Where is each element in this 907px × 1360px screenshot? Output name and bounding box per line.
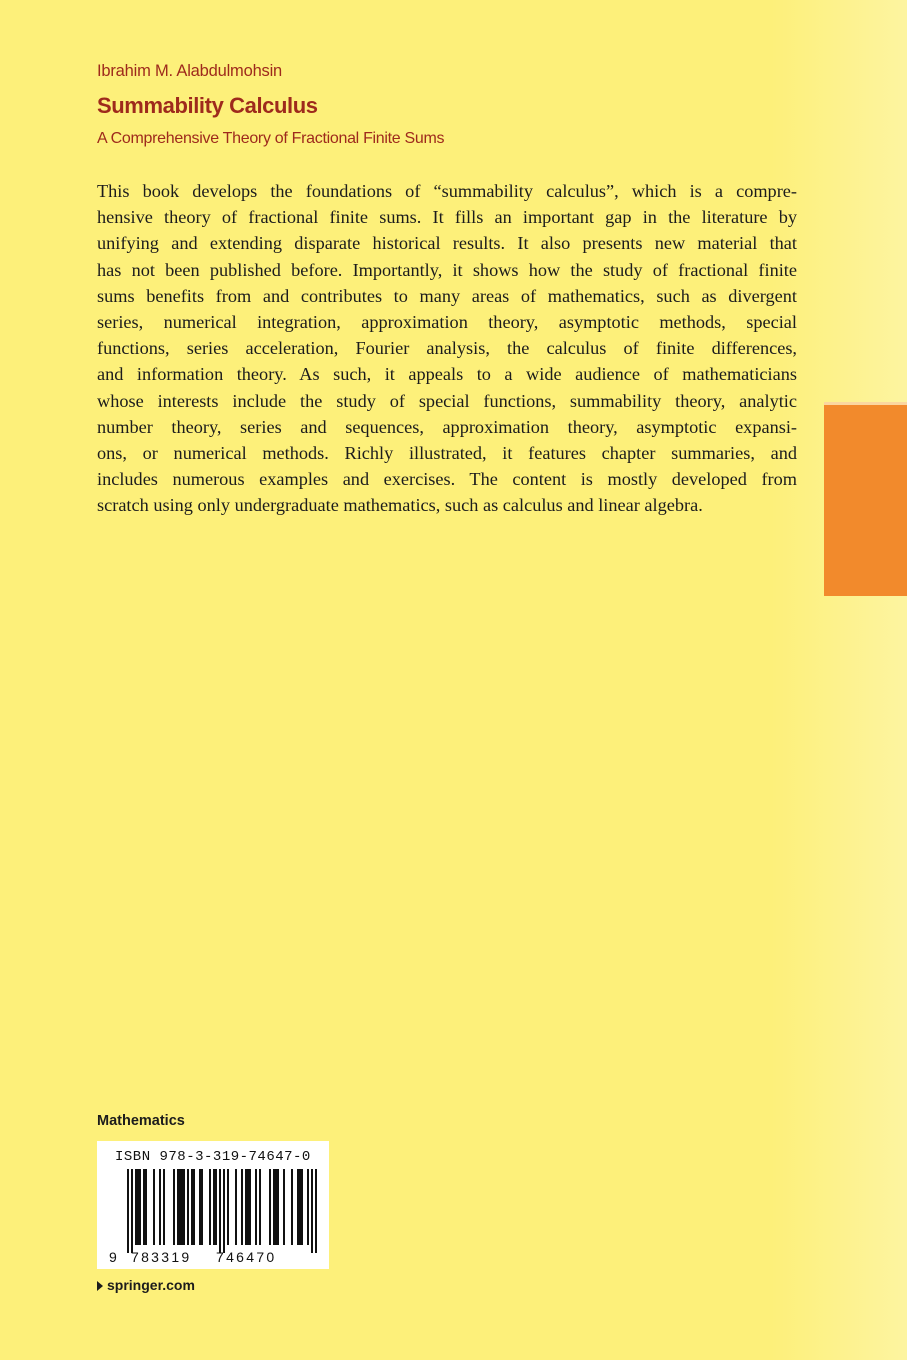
barcode-digit-first: 9 <box>109 1249 117 1265</box>
barcode-bar <box>193 1169 195 1245</box>
barcode-bar <box>145 1169 147 1245</box>
publisher-link-text: springer.com <box>107 1277 195 1293</box>
barcode-bar <box>275 1169 277 1245</box>
barcode-bar <box>277 1169 279 1245</box>
barcode-bars <box>97 1169 329 1253</box>
description-line: functions, series acceleration, Fourier analysis, the calculus of finite differences, <box>97 338 797 359</box>
barcode-bar <box>163 1169 165 1245</box>
barcode-bar <box>191 1169 193 1245</box>
publisher-link[interactable] <box>97 1277 195 1293</box>
description-line: and information theory. As such, it appeals to a wide audience of mathematicians <box>97 364 797 385</box>
barcode-bar <box>223 1169 225 1253</box>
arrow-right-icon <box>97 1281 103 1291</box>
barcode-bar <box>235 1169 237 1245</box>
barcode-bar <box>283 1169 285 1245</box>
barcode-bar <box>209 1169 211 1245</box>
book-subtitle: A Comprehensive Theory of Fractional Finite Sums <box>97 130 445 147</box>
book-title: Summability Calculus <box>97 93 318 118</box>
barcode-bar <box>213 1169 215 1245</box>
isbn-label: ISBN 978-3-319-74647-0 <box>115 1149 311 1165</box>
book-description <box>97 178 797 519</box>
barcode-bar <box>301 1169 303 1245</box>
description-line: has not been published before. Importantly, it shows how the study of fractional finite <box>97 259 797 280</box>
description-line: This book develops the foundations of “summability calculus”, which is a compre- <box>97 181 797 201</box>
barcode-bar <box>143 1169 145 1245</box>
barcode-bar <box>259 1169 261 1245</box>
barcode-digits-left: 783319 <box>131 1249 192 1265</box>
barcode-bar <box>177 1169 179 1245</box>
barcode-bar <box>173 1169 175 1245</box>
description-line: hensive theory of fractional finite sums. It fills an important gap in the literature by <box>97 207 797 228</box>
isbn-barcode <box>97 1141 329 1269</box>
barcode-bar <box>153 1169 155 1245</box>
description-line: unifying and extending disparate historical results. It also presents new material that <box>97 233 797 254</box>
barcode-bar <box>135 1169 137 1245</box>
barcode-bar <box>137 1169 139 1245</box>
description-line: includes numerous examples and exercises. The content is mostly developed from <box>97 469 797 490</box>
barcode-bar <box>297 1169 299 1245</box>
barcode-bar <box>227 1169 229 1245</box>
barcode-bar <box>127 1169 129 1253</box>
author-name: Ibrahim M. Alabdulmohsin <box>97 62 283 80</box>
barcode-bar <box>311 1169 313 1253</box>
barcode-bar <box>179 1169 181 1245</box>
barcode-bar <box>199 1169 201 1245</box>
barcode-bar <box>183 1169 185 1245</box>
barcode-bar <box>131 1169 133 1253</box>
barcode-bar <box>299 1169 301 1245</box>
barcode-bar <box>307 1169 309 1245</box>
barcode-bar <box>249 1169 251 1245</box>
barcode-bar <box>215 1169 217 1245</box>
barcode-bar <box>255 1169 257 1245</box>
barcode-bar <box>139 1169 141 1245</box>
description-line: sums benefits from and contributes to many areas of mathematics, such as divergent <box>97 285 797 306</box>
barcode-digits <box>97 1249 329 1267</box>
barcode-bar <box>245 1169 247 1245</box>
barcode-bar <box>291 1169 293 1245</box>
barcode-bar <box>201 1169 203 1245</box>
description-line: ons, or numerical methods. Richly illustrated, it features chapter summaries, and <box>97 443 797 464</box>
barcode-bar <box>273 1169 275 1245</box>
barcode-bar <box>241 1169 243 1245</box>
barcode-digits-right: 746470 <box>216 1249 277 1265</box>
barcode-bar <box>181 1169 183 1245</box>
barcode-bar <box>315 1169 317 1253</box>
description-line: series, numerical integration, approximation theory, asymptotic methods, special <box>97 312 797 333</box>
barcode-bar <box>219 1169 221 1253</box>
orange-accent-tab <box>824 405 907 596</box>
barcode-bar <box>187 1169 189 1245</box>
description-line: scratch using only undergraduate mathematics, such as calculus and linear algebra. <box>97 495 703 516</box>
barcode-bar <box>159 1169 161 1245</box>
barcode-bar <box>247 1169 249 1245</box>
description-line: number theory, series and sequences, approximation theory, asymptotic expansi- <box>97 416 797 437</box>
barcode-bar <box>269 1169 271 1245</box>
description-line: whose interests include the study of special functions, summability theory, analytic <box>97 390 797 411</box>
subject-label: Mathematics <box>97 1113 185 1129</box>
